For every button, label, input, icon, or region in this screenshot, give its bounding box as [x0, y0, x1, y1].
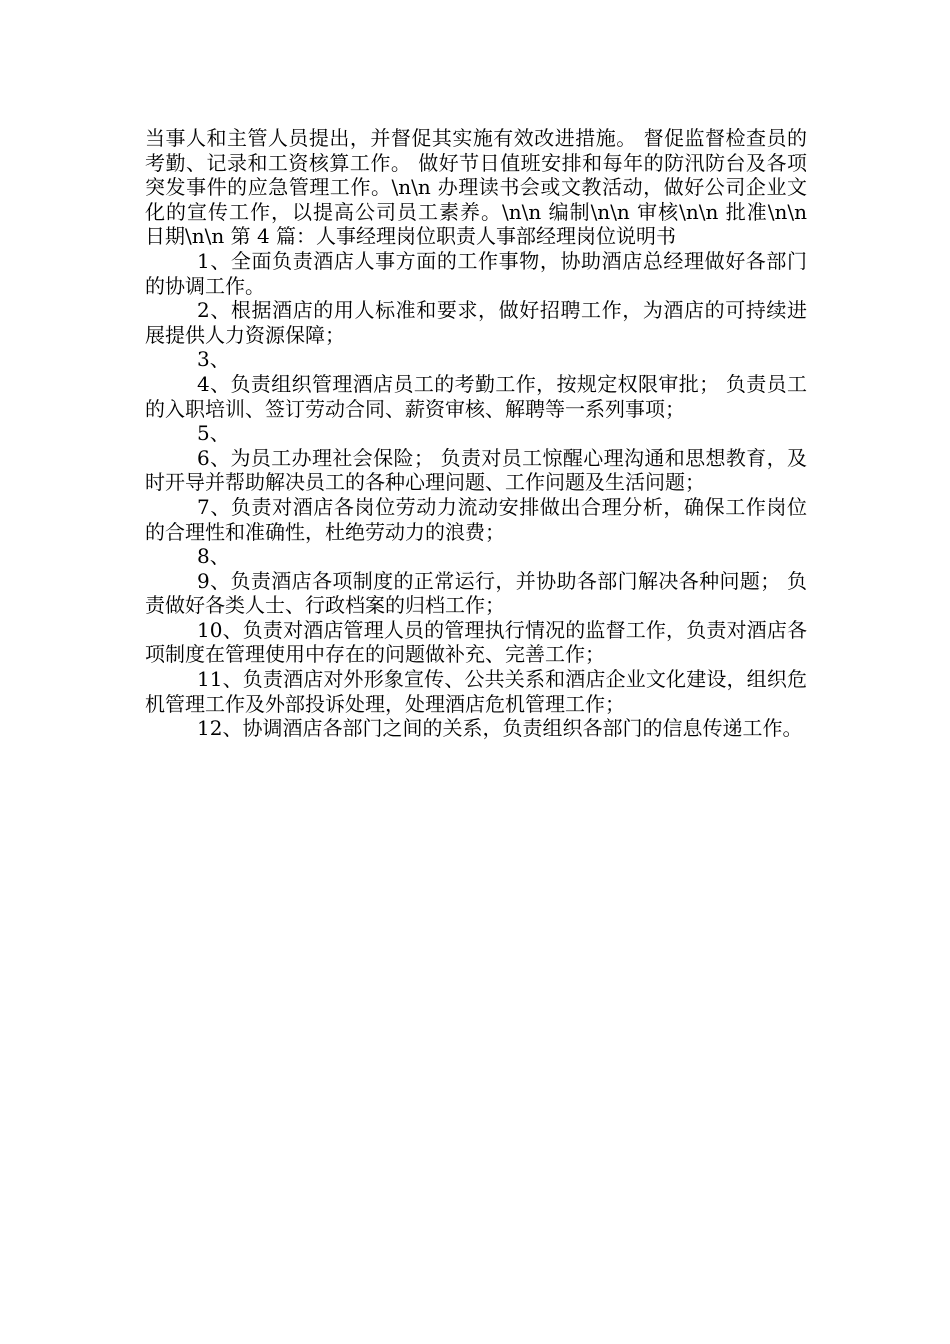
paragraph-item-3: 3、: [197, 347, 230, 372]
paragraph-item-1: 1、全面负责酒店人事方面的工作事物，协助酒店总经理做好各部门的协调工作。: [145, 248, 807, 298]
paragraph-item-9: 9、负责酒店各项制度的正常运行，并协助各部门解决各种问题； 负责做好各类人士、行政档案的归档工作；: [145, 568, 807, 618]
paragraph-item-11: 11、负责酒店对外形象宣传、公共关系和酒店企业文化建设，组织危机管理工作及外部投诉处理，处理酒店危机管理工作；: [145, 667, 807, 716]
paragraph-item-8: 8、: [197, 544, 230, 569]
paragraph-item-12: 12、协调酒店各部门之间的关系，负责组织各部门的信息传递工作。: [197, 716, 803, 741]
paragraph-item-6: 6、为员工办理社会保险； 负责对员工惊醒心理沟通和思想教育，及时开导并帮助解决员工的各种心理问题、工作问题及生活问题；: [145, 445, 807, 495]
document-body: [145, 126, 807, 741]
paragraph-item-10: 10、负责对酒店管理人员的管理执行情况的监督工作，负责对酒店各项制度在管理使用中存在的问题做补充、完善工作；: [145, 617, 807, 667]
paragraph-item-5: 5、: [197, 421, 230, 446]
paragraph-item-4: 4、负责组织管理酒店员工的考勤工作，按规定权限审批； 负责员工的入职培训、签订劳动合同、薪资审核、解聘等一系列事项；: [145, 371, 807, 421]
paragraph-item-2: 2、根据酒店的用人标准和要求，做好招聘工作，为酒店的可持续进展提供人力资源保障；: [145, 298, 807, 347]
paragraph-item-7: 7、负责对酒店各岗位劳动力流动安排做出合理分析，确保工作岗位的合理性和准确性，杜绝劳动力的浪费；: [145, 494, 807, 544]
paragraph-intro: 当事人和主管人员提出，并督促其实施有效改进措施。 督促监督检查员的考勤、记录和工资核算工作。 做好节日值班安排和每年的防汛防台及各项突发事件的应急管理工作。\n\n 办理读书会或文教活动，做好公司企业文化的宣传工作，以提高公司员工素养。\n\n 编制\n\n 审核\n\n 批准\n\n 日期\n\n 第 4 篇：人事经理岗位职责人事部经理岗位说明书: [145, 126, 807, 249]
